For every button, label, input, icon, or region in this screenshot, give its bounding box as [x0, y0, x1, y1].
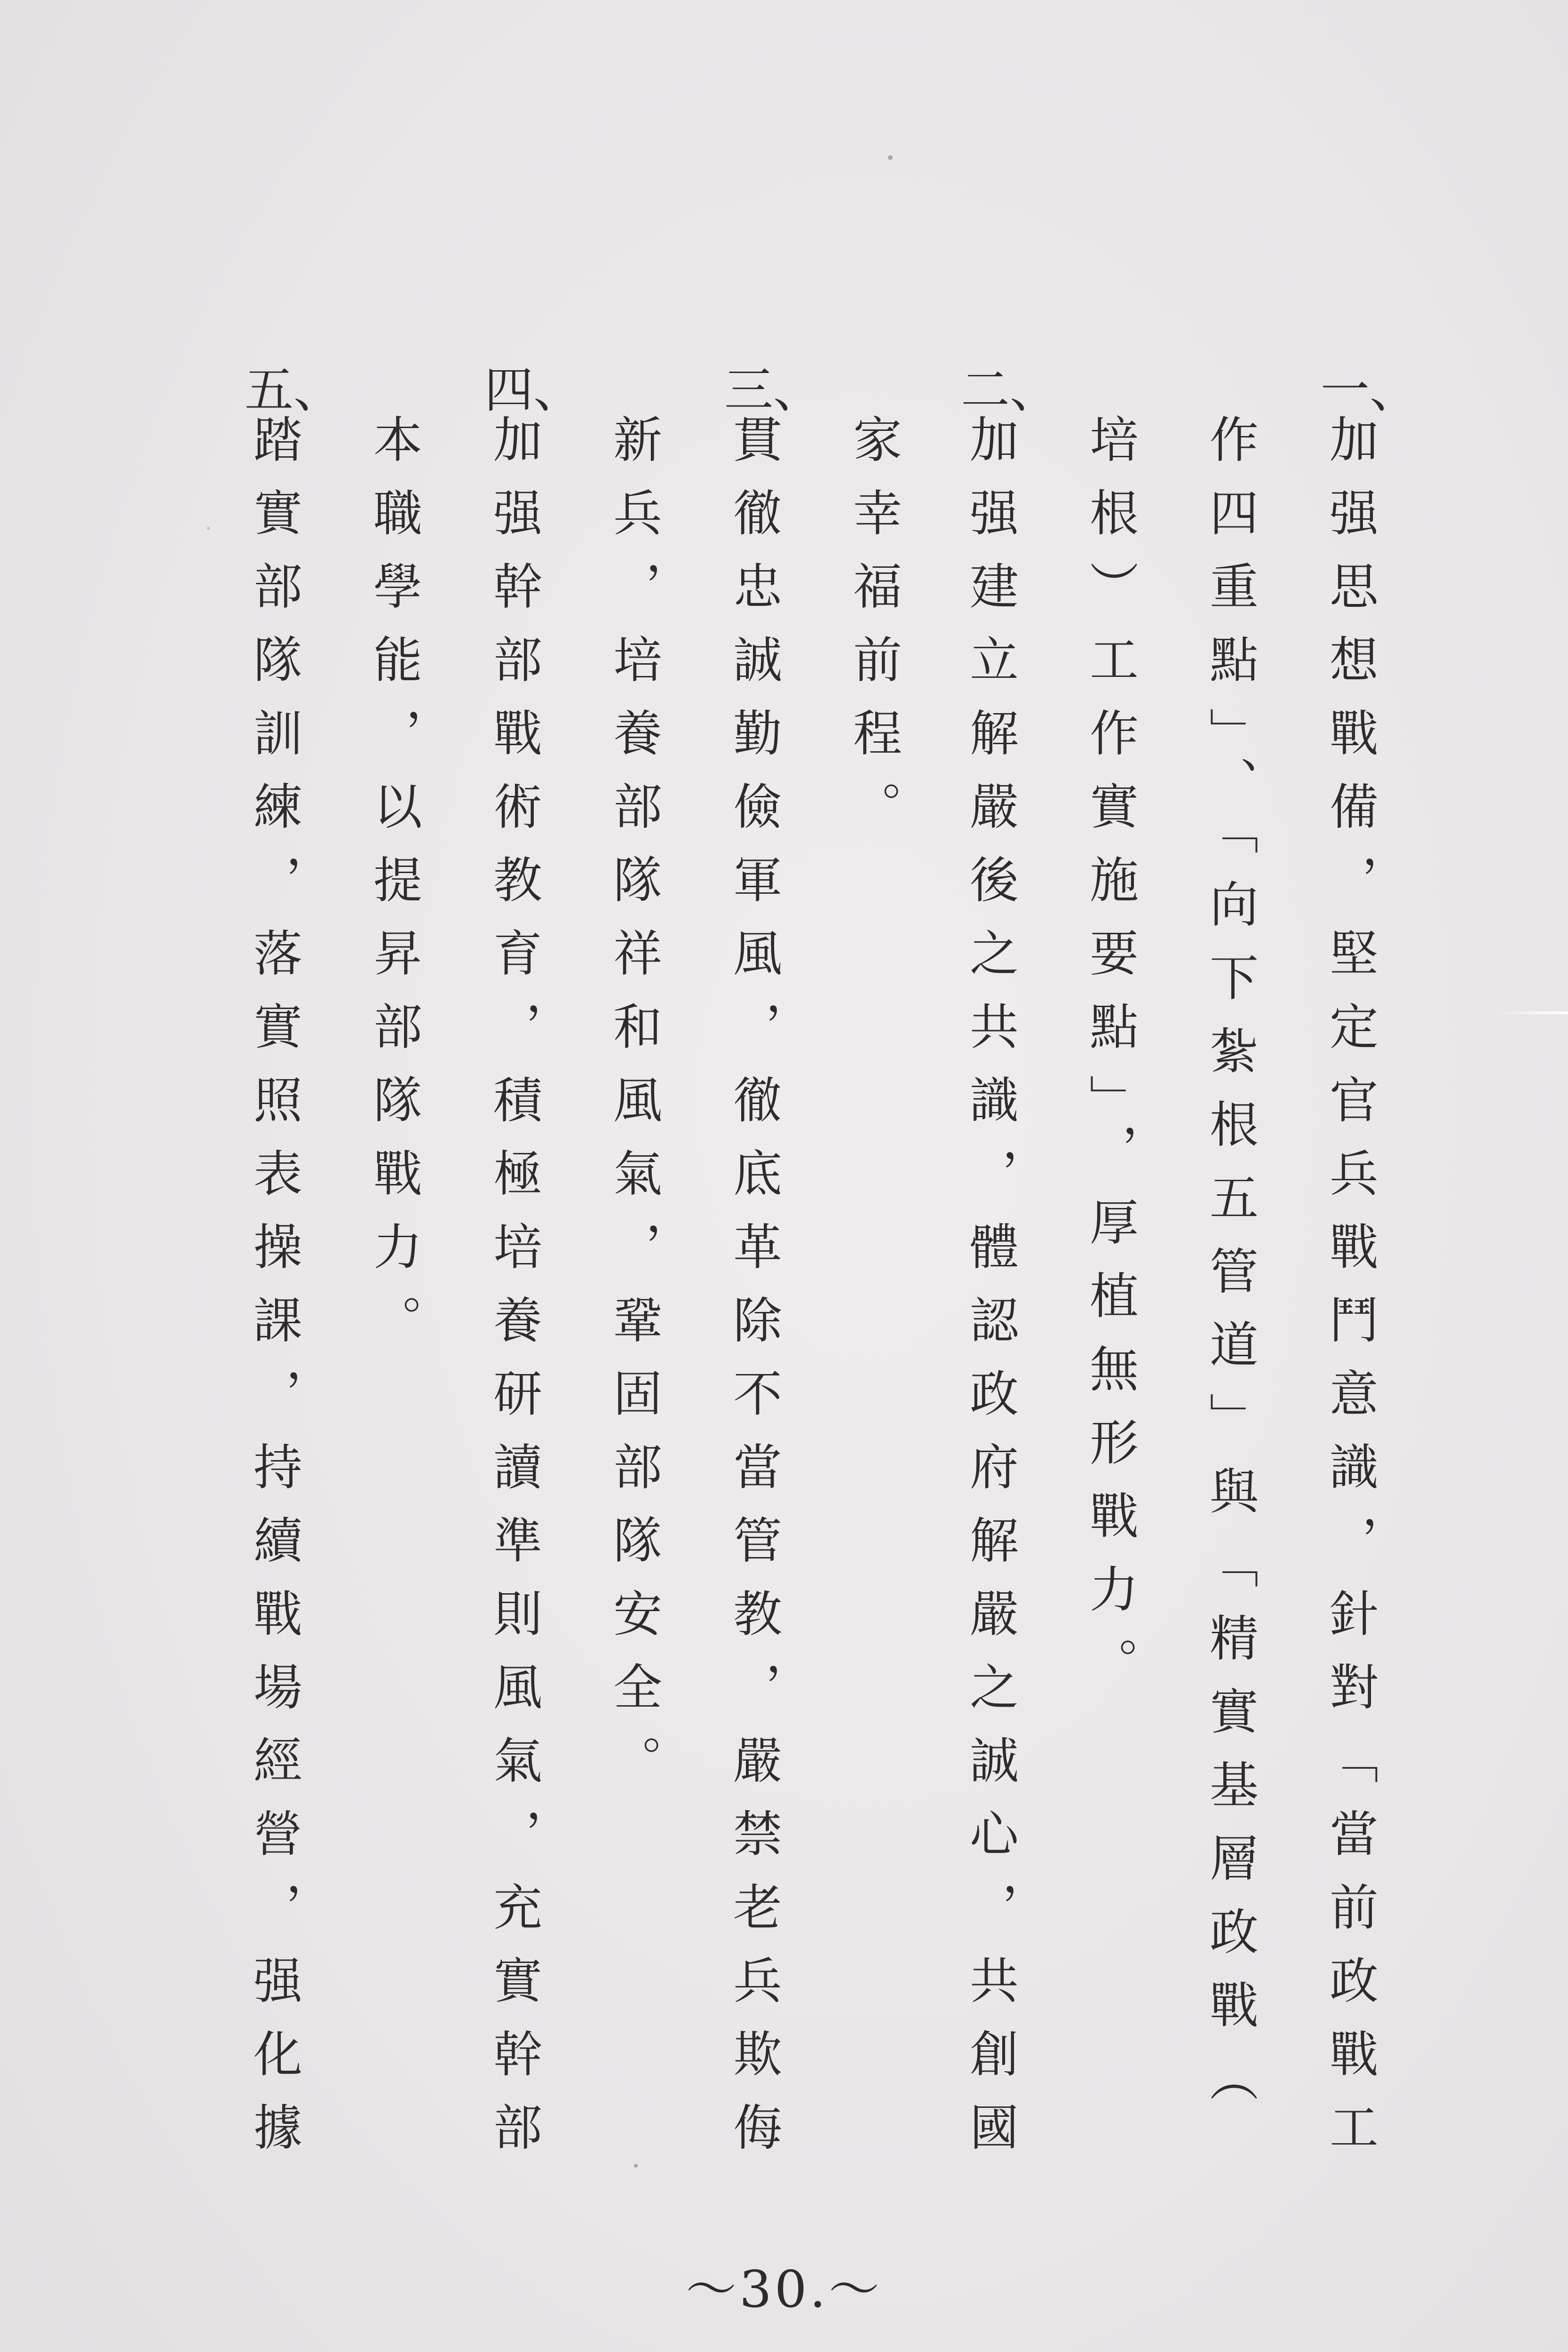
item-3-line-2: 新兵，培養部隊祥和風氣，鞏固部隊安全。	[605, 414, 662, 1808]
item-5-marker: 五、	[245, 361, 343, 419]
paper-speck	[888, 155, 893, 160]
item-3-line-1: 貫徹忠誠勤儉軍風，徹底革除不當管教，嚴禁老兵欺侮	[725, 414, 782, 2175]
paper-speck	[634, 2164, 638, 2168]
item-2-line-1: 加强建立解嚴後之共識，體認政府解嚴之誠心，共創國	[961, 414, 1019, 2175]
item-4-marker: 四、	[484, 361, 583, 419]
item-4-line-2: 本職學能，以提昇部隊戰力。	[365, 414, 422, 1368]
item-5-line-1: 踏實部隊訓練，落實照表操課，持續戰場經營，强化據	[245, 414, 302, 2175]
page-number: ～30.～	[686, 2260, 882, 2319]
item-1-line-2: 作四重點」、「向下紮根五管道」與「精實基層政戰（	[1201, 414, 1259, 2126]
paper-fold-mark	[1493, 1011, 1568, 1014]
item-1-line-3: 培根）工作實施要點」，厚植無形戰力。	[1081, 414, 1139, 1710]
item-2-marker: 二、	[961, 361, 1059, 419]
paper-speck	[207, 527, 210, 530]
item-3-marker: 三、	[724, 361, 823, 419]
item-1-line-1: 加强思想戰備，堅定官兵戰鬥意識，針對「當前政戰工	[1321, 414, 1378, 2175]
item-4-line-1: 加强幹部戰術教育，積極培養研讀準則風氣，充實幹部	[485, 414, 542, 2175]
item-1-marker: 一、	[1321, 361, 1419, 419]
item-2-line-2: 家幸福前程。	[845, 414, 902, 854]
